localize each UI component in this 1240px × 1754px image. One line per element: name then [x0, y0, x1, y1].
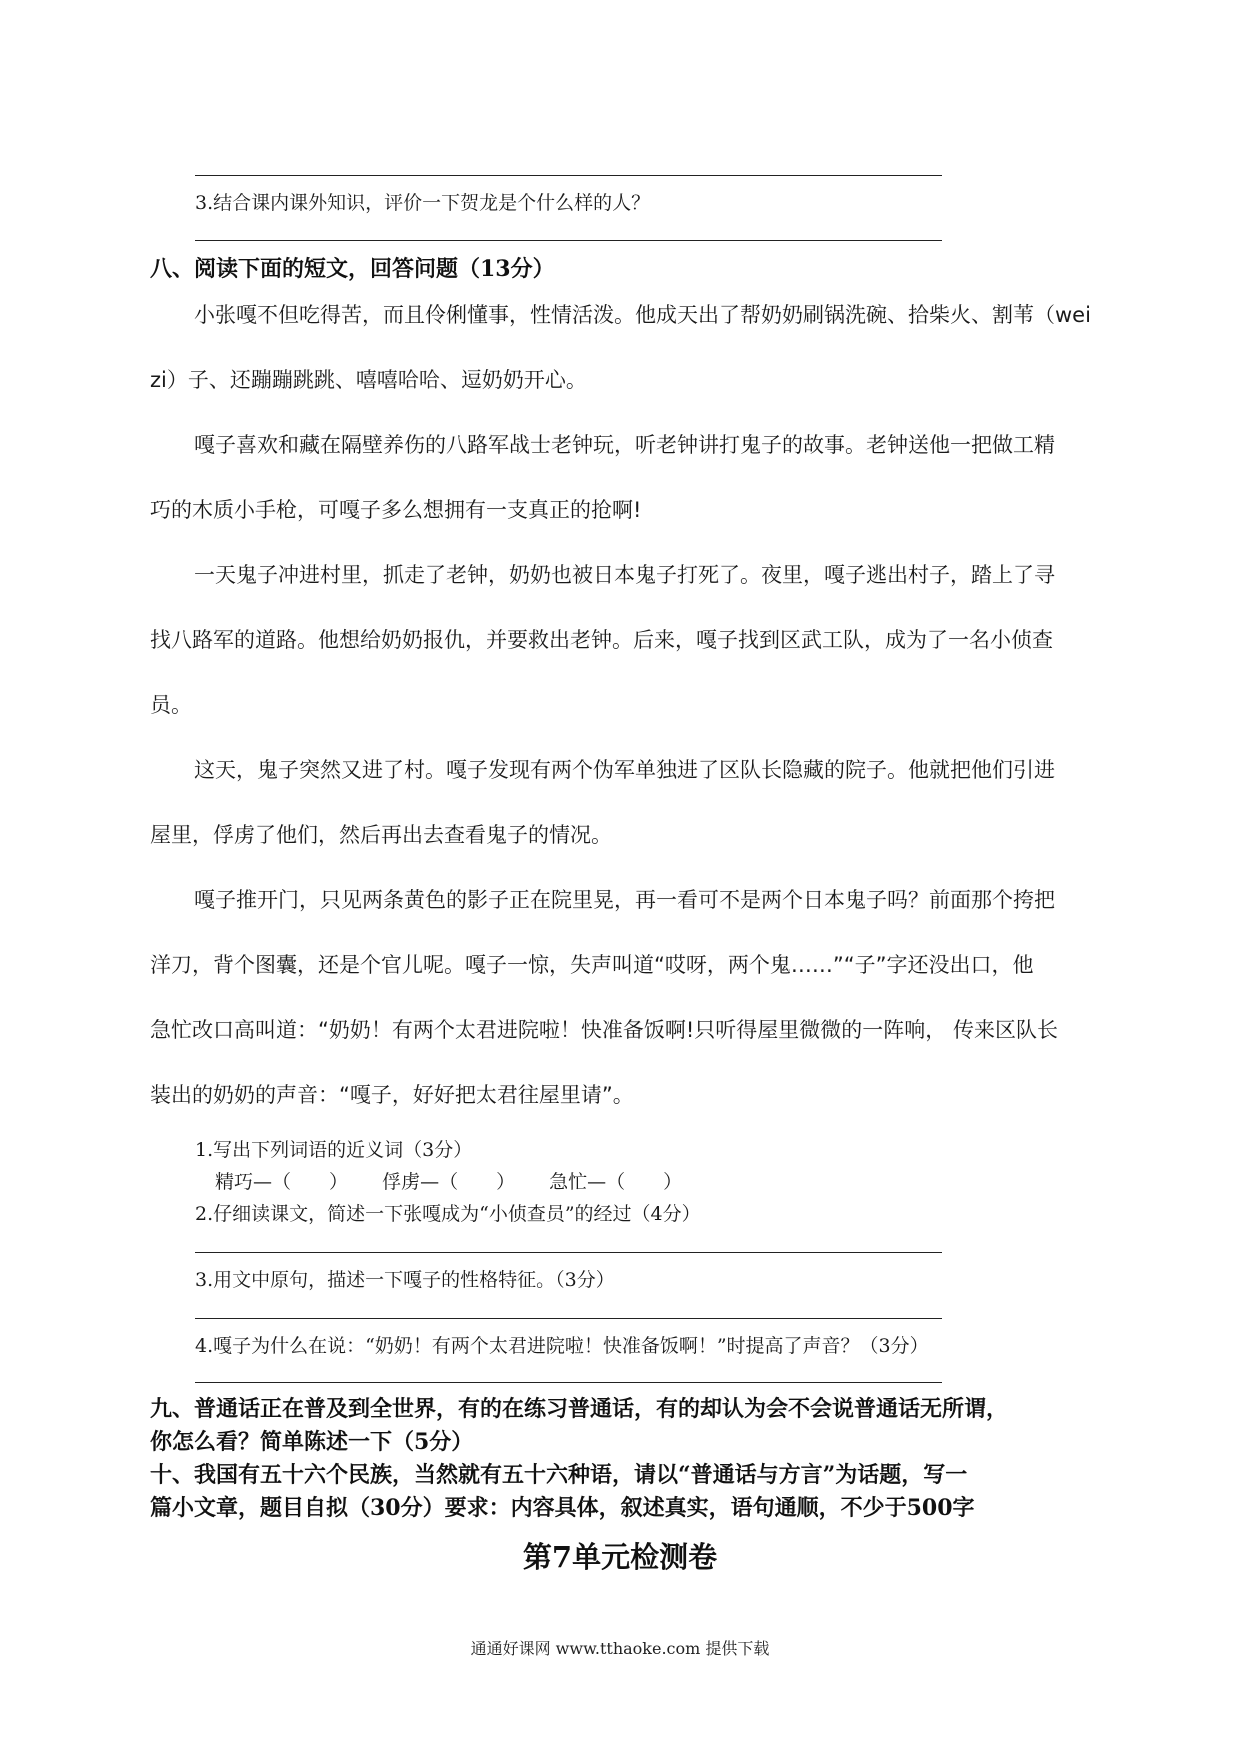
- section-10: [150, 1459, 1100, 1525]
- question-3: 3.用文中原句，描述一下嘎子的性格特征。（3分）: [195, 1269, 615, 1291]
- footer-credit: 通通好课网 www.tthaoke.com 提供下载: [470, 1639, 770, 1658]
- answer-line: [195, 1382, 942, 1383]
- answer-line: [195, 1252, 942, 1253]
- question-1: 1.写出下列词语的近义词（3分）: [195, 1139, 473, 1161]
- answer-line: [195, 175, 942, 176]
- question-2: 2.仔细读课文，简述一下张嘎成为“小侦查员”的经过（4分）: [195, 1203, 701, 1225]
- synonym-blanks: [215, 1167, 710, 1194]
- section-9: [150, 1393, 1100, 1459]
- synonym-blank: 急忙—（ ）: [549, 1171, 683, 1193]
- answer-line: [195, 1318, 942, 1319]
- passage-line: 员。: [150, 693, 192, 717]
- unit-title: 第7单元检测卷: [522, 1540, 718, 1574]
- section-10-line: 十、我国有五十六个民族，当然就有五十六种语，请以“普通话与方言”为话题，写一: [150, 1462, 968, 1488]
- section-9-line: 你怎么看？简单陈述一下（5分）: [150, 1429, 474, 1455]
- passage-line: 嘎子推开门，只见两条黄色的影子正在院里晃，再一看可不是两个日本鬼子吗？前面那个挎把: [194, 888, 1055, 912]
- passage-line: 装出的奶奶的声音：“嘎子，好好把太君往屋里请”。: [150, 1083, 634, 1107]
- passage-line: 屋里，俘虏了他们，然后再出去查看鬼子的情况。: [150, 823, 612, 847]
- section-9-line: 九、普通话正在普及到全世界，有的在练习普通话，有的却认为会不会说普通话无所谓，: [150, 1396, 1009, 1422]
- passage-line: 一天鬼子冲进村里，抓走了老钟，奶奶也被日本鬼子打死了。夜里，嘎子逃出村子，踏上了寻: [194, 563, 1055, 587]
- passage-line: zi）子、还蹦蹦跳跳、嘻嘻哈哈、逗奶奶开心。: [150, 368, 587, 392]
- section-10-line: 篇小文章，题目自拟（30分）要求：内容具体，叙述真实，语句通顺，不少于500字: [150, 1495, 975, 1521]
- passage-line: 嘎子喜欢和藏在隔壁养伤的八路军战士老钟玩，听老钟讲打鬼子的故事。老钟送他一把做工精: [194, 433, 1055, 457]
- answer-line: [195, 240, 942, 241]
- reading-passage: [150, 283, 1100, 1128]
- question-4: 4.嘎子为什么在说：“奶奶！有两个太君进院啦！快准备饭啊！”时提高了声音？（3分）: [195, 1335, 929, 1357]
- synonym-blank: 精巧—（ ）: [215, 1171, 349, 1193]
- passage-line: 这天，鬼子突然又进了村。嘎子发现有两个伪军单独进了区队长隐藏的院子。他就把他们引进: [194, 758, 1055, 782]
- passage-line: 急忙改口高叫道：“奶奶！有两个太君进院啦！快准备饭啊!只听得屋里微微的一阵响， 传来区队长: [150, 1018, 1058, 1042]
- prev-question-3: 3.结合课内课外知识，评价一下贺龙是个什么样的人？: [195, 192, 651, 214]
- passage-line: 巧的木质小手枪，可嘎子多么想拥有一支真正的抢啊!: [150, 498, 642, 522]
- passage-line: 小张嘎不但吃得苦，而且伶俐懂事，性情活泼。他成天出了帮奶奶刷锅洗碗、拾柴火、割苇（wei: [194, 303, 1091, 327]
- passage-line: 找八路军的道路。他想给奶奶报仇，并要救出老钟。后来，嘎子找到区武工队，成为了一名小侦查: [150, 628, 1053, 652]
- section-8-heading: 八、阅读下面的短文，回答问题（13分）: [150, 256, 555, 282]
- passage-line: 洋刀，背个图囊，还是个官儿呢。嘎子一惊，失声叫道“哎呀，两个鬼……”“子”字还没出口，他: [150, 953, 1034, 977]
- synonym-blank: 俘虏—（ ）: [382, 1171, 516, 1193]
